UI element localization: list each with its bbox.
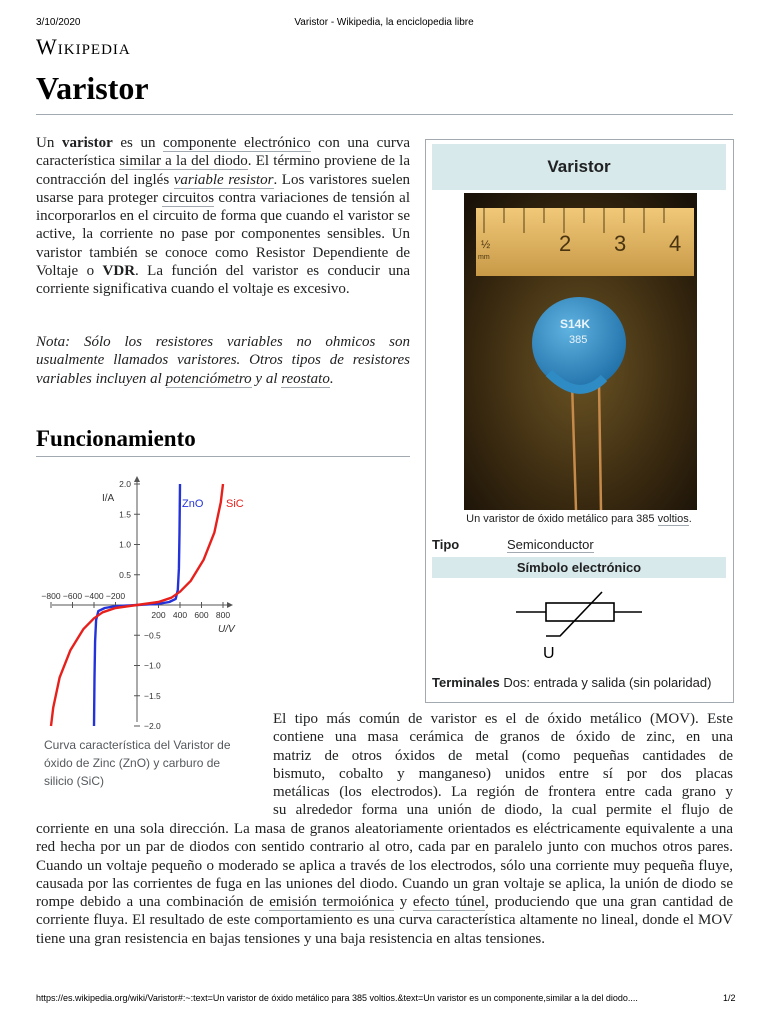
infobox-title: Varistor — [432, 144, 726, 190]
tipo-label: Tipo — [432, 537, 460, 552]
section-heading-funcionamiento: Funcionamiento — [36, 426, 196, 451]
title-divider — [36, 114, 733, 115]
note-paragraph: Nota: Sólo los resistores variables no ohmicos son usualmente llamados varistores. Otros tipos de resistores variables incluyen al potenciómetro y al reostato. — [36, 334, 410, 387]
intro-paragraph: Un varistor es un componente electrónico con una curva característica similar a la del diodo. El término proviene de la contracción del inglés variable resistor. Los varistores suelen usarse para proteger circuitos contra variaciones de tensión al incorporarlos en el circuito de forma que cuando el varistor se active, la corriente no pase por componentes sensibles. Un varistor también se conoce como Resistor Dependiente de Voltaje o VDR. La función del varistor es conducir una corriente significativa cuando el voltaje es excesivo. — [36, 135, 411, 298]
link-potenciometro[interactable]: potenciómetro — [165, 370, 252, 387]
link-semiconductor[interactable]: Semiconductor — [507, 537, 594, 552]
term-varistor: varistor — [61, 135, 113, 151]
mov-paragraph-wrapped — [273, 710, 733, 820]
link-componente-electronico[interactable]: componente electrónico — [163, 135, 311, 151]
component-marking: 385 — [569, 334, 588, 346]
y-tick-label: 1.0 — [119, 539, 131, 550]
varistor-photo[interactable] — [464, 193, 697, 510]
y-tick-label: −2.0 — [144, 721, 161, 731]
iv-curve-chart — [40, 470, 250, 732]
x-tick-label: −200 — [105, 591, 126, 601]
x-tick-label: 600 — [194, 610, 209, 620]
para-line: metálicas (los electrodos). La región de frontera entre cada grano y — [273, 784, 733, 801]
x-tick-label: −800 — [41, 591, 61, 601]
para-line: contiene una masa cerámica de granos de óxido de zinc, en una — [273, 729, 733, 746]
terminales-row — [432, 675, 711, 690]
y-axis-arrow — [134, 476, 140, 482]
wikipedia-wordmark[interactable] — [36, 34, 131, 60]
terminales-label: Terminales — [432, 675, 500, 690]
photo-caption: Un varistor de óxido metálico para 385 voltios. — [466, 513, 692, 525]
y-tick-label: 1.5 — [119, 509, 131, 520]
x-tick-label: −600 — [62, 591, 83, 601]
ruler-mark: ½ — [481, 239, 491, 251]
print-title: Varistor - Wikipedia, la enciclopedia libre — [294, 17, 474, 28]
link-emision-termoionica[interactable]: emisión termoiónica — [269, 894, 395, 911]
link-voltios[interactable]: voltios — [657, 513, 689, 525]
varistor-symbol-icon — [510, 586, 650, 666]
term-vdr: VDR — [102, 263, 136, 280]
x-tick-label: 200 — [151, 610, 166, 620]
y-axis-label: I/A — [102, 493, 115, 504]
para-line: su alrededor forma una unión de diodo, la cual permite el flujo de — [273, 802, 733, 819]
para-line: bismuto, cobalto y manganeso) unidos entre sí por dos placas — [273, 765, 733, 782]
para-line: matriz de otros óxidos de metal (como pequeñas cantidades de — [273, 747, 733, 764]
print-url: https://es.wikipedia.org/wiki/Varistor#:~:text=Un varistor de óxido metálico para 385 voltios.&text=Un varistor es un componente,similar a la del diodo.... — [36, 993, 638, 1003]
y-tick-label: −1.5 — [144, 690, 161, 701]
legend-zno: ZnO — [182, 498, 204, 510]
mov-paragraph: corriente en una sola dirección. La masa de granos aleatoriamente orientados es eléctricamente equivalente a una red hecha por un par de diodos con sentido contrario al otro, cada par en paralelo junto con muchos otros pares. Cuando un voltaje pequeño o moderado se aplica a través de los electrodos, sólo una corriente muy pequeña fluye, causada por las corrientes de fuga en las uniones del diodo. Cuando un gran voltaje se aplica, la unión de diodo se rompe debido a una combinación de emisión termoiónica y efecto túnel, produciendo que una gran cantidad de corriente fluya. El resultado de este comportamiento es una curva característica altamente no lineal, donde el MOV tiene una gran resistencia en bajas tensiones y una baja resistencia en altas tensiones. — [36, 821, 733, 947]
print-page-number: 1/2 — [723, 993, 736, 1003]
link-circuitos[interactable]: circuitos — [162, 189, 215, 206]
ruler-mark: mm — [478, 254, 490, 261]
x-axis-label: U/V — [218, 624, 235, 635]
wordmark-text: Wikipedia — [36, 34, 131, 59]
x-tick-label: 800 — [215, 610, 231, 620]
x-tick-label: 400 — [172, 610, 188, 620]
component-marking: S14K — [560, 317, 591, 331]
y-tick-label: 2.0 — [119, 479, 131, 489]
ruler-mark: 2 — [559, 231, 572, 256]
section-divider — [36, 456, 410, 457]
ruler-mark: 4 — [669, 231, 682, 256]
y-tick-label: −1.0 — [144, 660, 161, 671]
link-similar-diodo[interactable]: similar a la del diodo — [119, 153, 248, 170]
y-tick-label: 0.5 — [119, 569, 131, 580]
y-tick-label: −0.5 — [144, 630, 161, 641]
link-reostato[interactable]: reostato — [281, 370, 330, 387]
para-line: El tipo más común de varistor es el de óxido metálico (MOV). Este — [273, 711, 733, 727]
legend-sic: SiC — [226, 498, 244, 510]
symbol-letter: U — [543, 645, 555, 662]
link-variable-resistor[interactable]: variable resistor — [173, 171, 274, 188]
terminales-value: Dos: entrada y salida (sin polaridad) — [503, 675, 712, 690]
page-title: Varistor — [36, 70, 149, 106]
print-date: 3/10/2020 — [36, 17, 81, 28]
x-axis-arrow — [227, 602, 233, 608]
ruler-mark: 3 — [614, 231, 627, 256]
link-efecto-tunel[interactable]: efecto túnel — [412, 894, 486, 911]
symbol-header: Símbolo electrónico — [432, 557, 726, 578]
figure-caption: Curva característica del Varistor de óxido de Zinc (ZnO) y carburo de silicio (SiC) — [44, 738, 231, 788]
x-tick-label: −400 — [84, 591, 104, 601]
